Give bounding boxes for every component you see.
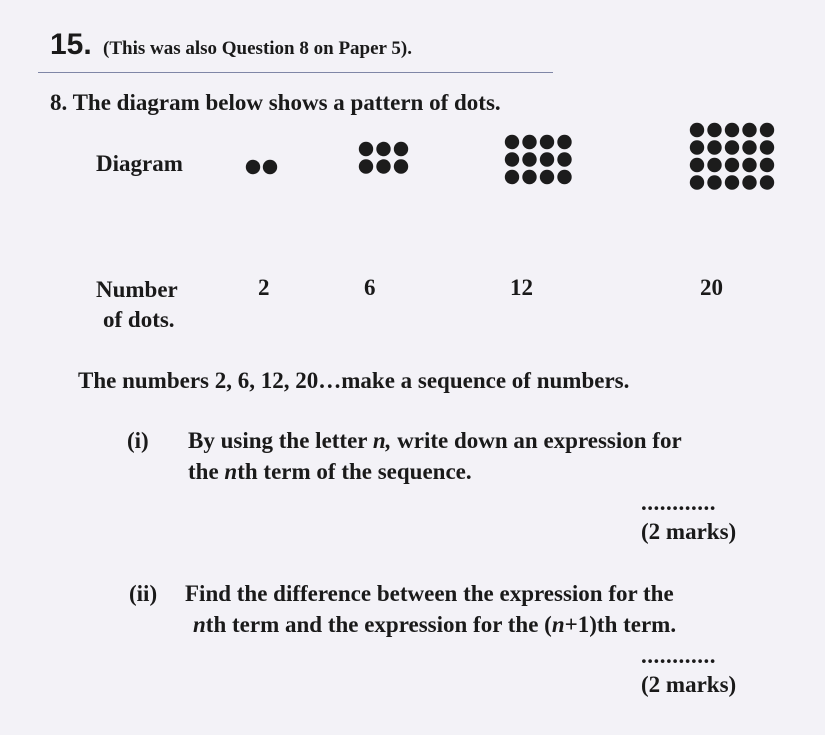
part-ii-answer-line: ............ <box>641 643 716 668</box>
dot <box>394 142 408 156</box>
part-ii-line2-b: +1)th term. <box>564 612 677 637</box>
part-i-line2 <box>188 456 682 487</box>
dot-pattern-2 <box>359 142 408 174</box>
dot <box>760 175 774 189</box>
dot <box>505 152 519 166</box>
part-ii-marks: (2 marks) <box>641 672 737 697</box>
dot <box>376 159 390 173</box>
number-of-dots-label-line2: of dots. <box>103 307 175 332</box>
part-i-var-n: n, <box>372 428 392 453</box>
number-of-dots-label-line1: Number <box>96 277 178 302</box>
part-i-line1-a: By using the letter <box>188 428 373 453</box>
part-ii-number: (ii) <box>129 581 158 606</box>
part-ii-text <box>185 578 676 640</box>
dot <box>760 158 774 172</box>
question-number: 15. <box>50 28 92 61</box>
dot <box>690 140 704 154</box>
part-ii-line1: Find the difference between the expression for the <box>185 581 674 606</box>
dot <box>725 175 739 189</box>
dot <box>359 142 373 156</box>
dot <box>376 142 390 156</box>
part-i-line1 <box>188 425 682 456</box>
dot <box>707 175 721 189</box>
dot <box>540 135 554 149</box>
sequence-intro: The numbers 2, 6, 12, 20…make a sequence of numbers. <box>78 368 630 393</box>
dot-count-4: 20 <box>700 275 723 300</box>
dot-pattern-1 <box>246 160 277 174</box>
part-ii-line2 <box>185 609 676 640</box>
dot-pattern-diagram <box>0 0 825 260</box>
part-ii-var-n: n <box>193 612 206 637</box>
dot <box>725 158 739 172</box>
dot <box>725 123 739 137</box>
part-i-text <box>188 425 682 487</box>
part-i-marks: (2 marks) <box>641 519 737 544</box>
dot <box>707 140 721 154</box>
dot <box>760 123 774 137</box>
part-i-line2-b: th term of the sequence. <box>237 459 472 484</box>
dot <box>742 140 756 154</box>
dot-count-1: 2 <box>258 275 270 300</box>
dot <box>540 152 554 166</box>
dot-pattern-4 <box>690 123 774 190</box>
dot <box>359 159 373 173</box>
part-ii-line2-a: th term and the expression for the ( <box>205 612 552 637</box>
dot <box>522 170 536 184</box>
dot <box>690 123 704 137</box>
dot <box>394 159 408 173</box>
part-ii-var-n2: n <box>551 612 565 637</box>
diagram-label: Diagram <box>96 151 183 176</box>
dot-count-2: 6 <box>364 275 376 300</box>
dot <box>263 160 277 174</box>
dot <box>522 135 536 149</box>
part-i-line1-b: write down an expression for <box>391 428 682 453</box>
question-title: 8. The diagram below shows a pattern of dots. <box>50 90 501 115</box>
dot <box>742 175 756 189</box>
dot <box>557 152 571 166</box>
dot <box>760 140 774 154</box>
part-i-number: (i) <box>127 428 149 453</box>
dot <box>505 135 519 149</box>
dot-pattern-3 <box>505 135 572 184</box>
dot <box>540 170 554 184</box>
dot <box>707 123 721 137</box>
dot-count-3: 12 <box>510 275 533 300</box>
dot <box>742 158 756 172</box>
dot <box>557 170 571 184</box>
part-i-var-n2: n <box>224 459 238 484</box>
dot <box>505 170 519 184</box>
dot <box>690 158 704 172</box>
number-of-dots-label <box>96 275 178 335</box>
dot <box>246 160 260 174</box>
dot <box>725 140 739 154</box>
paper-note: (This was also Question 8 on Paper 5). <box>103 38 412 59</box>
part-i-answer-line: ............ <box>641 490 716 515</box>
dot <box>557 135 571 149</box>
dot <box>522 152 536 166</box>
dot <box>707 158 721 172</box>
dot <box>690 175 704 189</box>
part-i-line2-a: the <box>188 459 225 484</box>
dot <box>742 123 756 137</box>
